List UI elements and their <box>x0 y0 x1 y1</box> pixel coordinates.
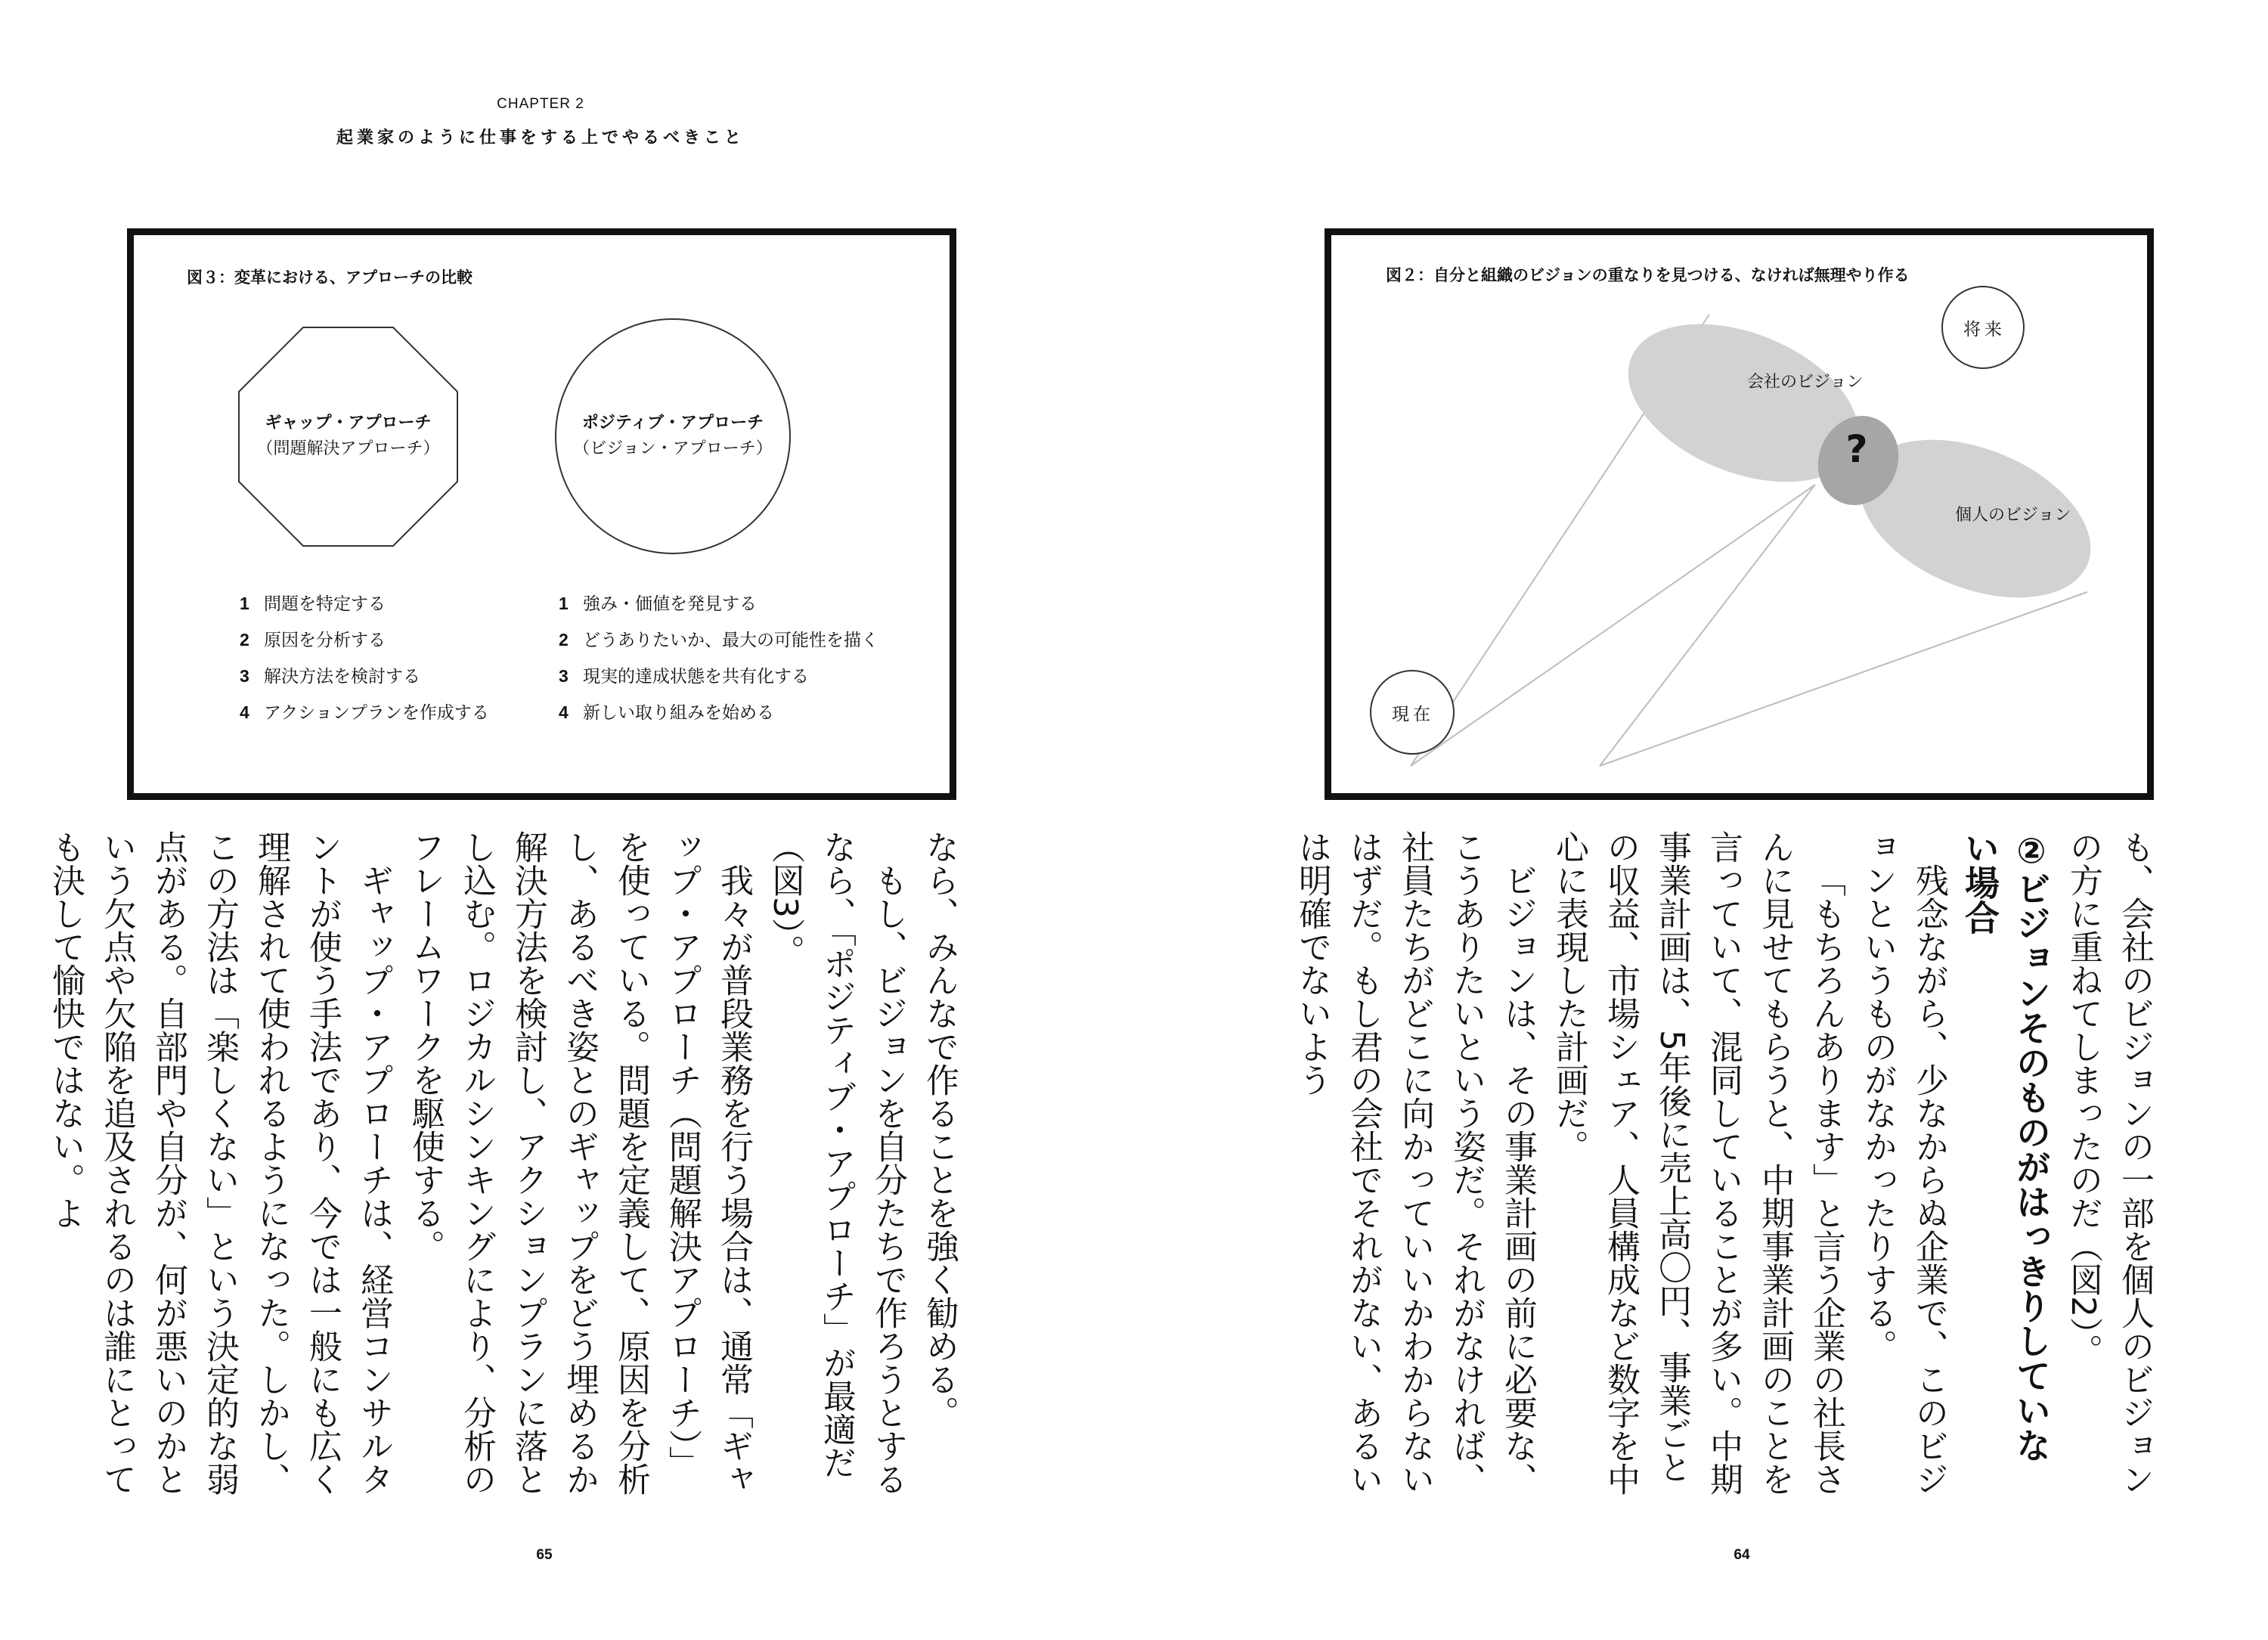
right-page-body <box>1293 830 2160 1496</box>
paragraph: ビジョンは、その事業計画の前に必要な、こうありたいという姿だ。それがなければ、社員たちがどこに向かっていいかわからないはずだ。もし君の会社でそれがない、あるいは明確でないよう <box>1293 830 1537 1496</box>
section-heading-number: ② <box>2011 830 2052 871</box>
list-item: 3 現実的達成状態を共有化する <box>559 666 809 687</box>
gap-approach-label <box>239 411 457 462</box>
future-label: 将来 <box>1963 320 2006 339</box>
page-number-left: 65 <box>536 1547 553 1563</box>
chapter-title: 起業家のように仕事をする上でやるべきこと <box>336 129 745 147</box>
list-item: 2 どうありたいか、最大の可能性を描く <box>559 630 878 650</box>
paragraph: なら、みんなで作ることを強く勧める。 <box>920 830 959 1429</box>
figure-3-title: 図３：変革における、アプローチの比較 <box>187 268 472 287</box>
list-item: 4 アクションプランを作成する <box>240 702 489 723</box>
overlap-question-mark: ? <box>1845 427 1868 471</box>
list-item: 1 問題を特定する <box>240 594 386 614</box>
list-item: 4 新しい取り組みを始める <box>559 702 774 723</box>
positive-approach-name: ポジティブ・アプローチ <box>581 414 764 432</box>
present-label: 現在 <box>1392 705 1434 724</box>
paragraph: 「もちろんあります」と言う企業の社長さんに見せてもらうと、中期事業計画のことを言っていて、混同していることが多い。中期事業計画は、5年後に売上高〇円、事業ごとの収益、市場シェア、人員構成など数字を中心に表現した計画だ。 <box>1550 830 1845 1496</box>
personal-vision-label: 個人のビジョン <box>1955 506 2071 525</box>
paragraph: ギャップ・アプローチは、経営コンサルタントが使う手法であり、今では一般にも広く理解されて使われるようになった。しかし、この方法は「楽しくない」という決定的な弱点がある。自部門や自分が、何が悪いのかという欠点や欠陥を追及されるのは誰にとっても決して愉快ではない。よ <box>46 830 393 1496</box>
paragraph: も、会社のビジョンの一部を個人のビジョンの方に重ねてしまったのだ（図2）。 <box>2064 830 2154 1496</box>
list-item: 1 強み・価値を発見する <box>559 594 757 614</box>
page-number-right: 64 <box>1734 1547 1750 1563</box>
paragraph: 我々が普段業務を行う場合は、通常「ギャップ・アプローチ（問題解決アプローチ）」を使っている。問題を定義して、原因を分析し、あるべき姿とのギャップをどう埋めるか解決方法を検討し、アクションプランに落とし込む。ロジカルシンキングにより、分析のフレームワークを駆使する。 <box>406 830 753 1496</box>
gap-steps-list <box>240 586 489 731</box>
positive-approach-label <box>556 411 790 462</box>
positive-steps-list <box>559 586 878 731</box>
section-heading <box>1954 830 2057 1496</box>
paragraph: もし、ビジョンを自分たちで作ろうとするなら、「ポジティブ・アプローチ」が最適だ（図3）。 <box>766 830 907 1496</box>
gap-approach-sub: （問題解決アプローチ） <box>256 439 440 458</box>
left-page-body <box>46 830 965 1496</box>
figure-2 <box>1325 228 2154 800</box>
gap-approach-name: ギャップ・アプローチ <box>265 414 432 432</box>
section-heading-text: ビジョンそのものがはっきりしていない場合 <box>1960 830 2052 1462</box>
list-item: 3 解決方法を検討する <box>240 666 420 687</box>
chapter-label: CHAPTER 2 <box>497 96 584 112</box>
positive-approach-sub: （ビジョン・アプローチ） <box>573 439 773 458</box>
figure-3 <box>127 228 956 800</box>
company-vision-label: 会社のビジョン <box>1747 373 1864 392</box>
list-item: 2 原因を分析する <box>240 630 386 650</box>
figure-2-title: 図２：自分と組織のビジョンの重なりを見つける、なければ無理やり作る <box>1386 266 1910 284</box>
paragraph: 残念ながら、少なからぬ企業で、このビジョンというものがなかったりする。 <box>1858 830 1948 1496</box>
